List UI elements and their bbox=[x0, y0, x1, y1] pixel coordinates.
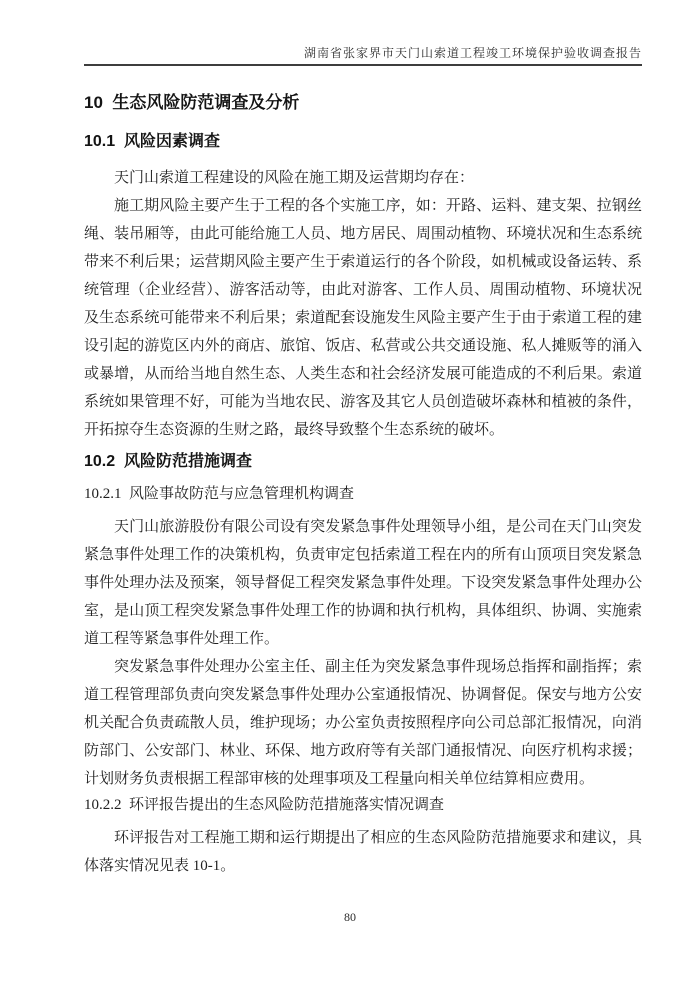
paragraph-emergency-organization: 天门山旅游股份有限公司设有突发紧急事件处理领导小组，是公司在天门山突发紧急事件处理工作的决策机构，负责审定包括索道工程在内的所有山顶项目突发紧急事件处理办法及预案，领导督促工程突发紧急事件处理。下设突发紧急事件处理办公室，是山顶工程突发紧急事件处理工作的协调和执行机构，具体组织、协调、实施索道工程等紧急事件处理工作。 bbox=[84, 519, 642, 647]
heading-section-10-2-1: 10.2.1 风险事故防范与应急管理机构调查 bbox=[84, 486, 355, 502]
header-rule bbox=[84, 64, 642, 66]
page-content bbox=[84, 88, 642, 880]
running-header-title: 湖南省张家界市天门山索道工程竣工环境保护验收调查报告 bbox=[303, 46, 642, 60]
paragraph-eia-measures: 环评报告对工程施工期和运行期提出了相应的生态风险防范措施要求和建议，具体落实情况见表 10-1。 bbox=[84, 830, 642, 874]
heading-section-10-1: 10.1 风险因素调查 bbox=[84, 133, 221, 150]
paragraph-risk-intro: 天门山索道工程建设的风险在施工期及运营期均存在： bbox=[114, 170, 475, 186]
heading-section-10-2-2: 10.2.2 环评报告提出的生态风险防范措施落实情况调查 bbox=[84, 797, 445, 813]
heading-section-10-2: 10.2 风险防范措施调查 bbox=[84, 453, 253, 470]
paragraph-emergency-responsibilities: 突发紧急事件处理办公室主任、副主任为突发紧急事件现场总指挥和副指挥；索道工程管理部负责向突发紧急事件处理办公室通报情况、协调督促。保安与地方公安机关配合负责疏散人员，维护现场；办公室负责按照程序向公司总部汇报情况，向消防部门、公安部门、林业、环保、地方政府等有关部门通报情况、向医疗机构求援；计划财务负责根据工程部审核的处理事项及工程量向相关单位结算相应费用。 bbox=[84, 659, 642, 787]
paragraph-risk-factors: 施工期风险主要产生于工程的各个实施工序，如：开路、运料、建支架、拉钢丝绳、装吊厢等，由此可能给施工人员、地方居民、周围动植物、环境状况和生态系统带来不利后果；运营期风险主要产生于索道运行的各个阶段，如机械或设备运转、系统管理（企业经营）、游客活动等，由此对游客、工作人员、周围动植物、环境状况及生态系统可能带来不利后果；索道配套设施发生风险主要产生于由于索道工程的建设引起的游览区内外的商店、旅馆、饭店、私营或公共交通设施、私人摊贩等的涌入或暴增，从而给当地自然生态、人类生态和社会经济发展可能造成的不利后果。索道系统如果管理不好，可能为当地农民、游客及其它人员创造破坏森林和植被的条件，开拓掠夺生态资源的生财之路，最终导致整个生态系统的破坏。 bbox=[84, 198, 642, 438]
heading-section-10: 10 生态风险防范调查及分析 bbox=[84, 93, 300, 112]
page-number: 80 bbox=[344, 910, 356, 924]
